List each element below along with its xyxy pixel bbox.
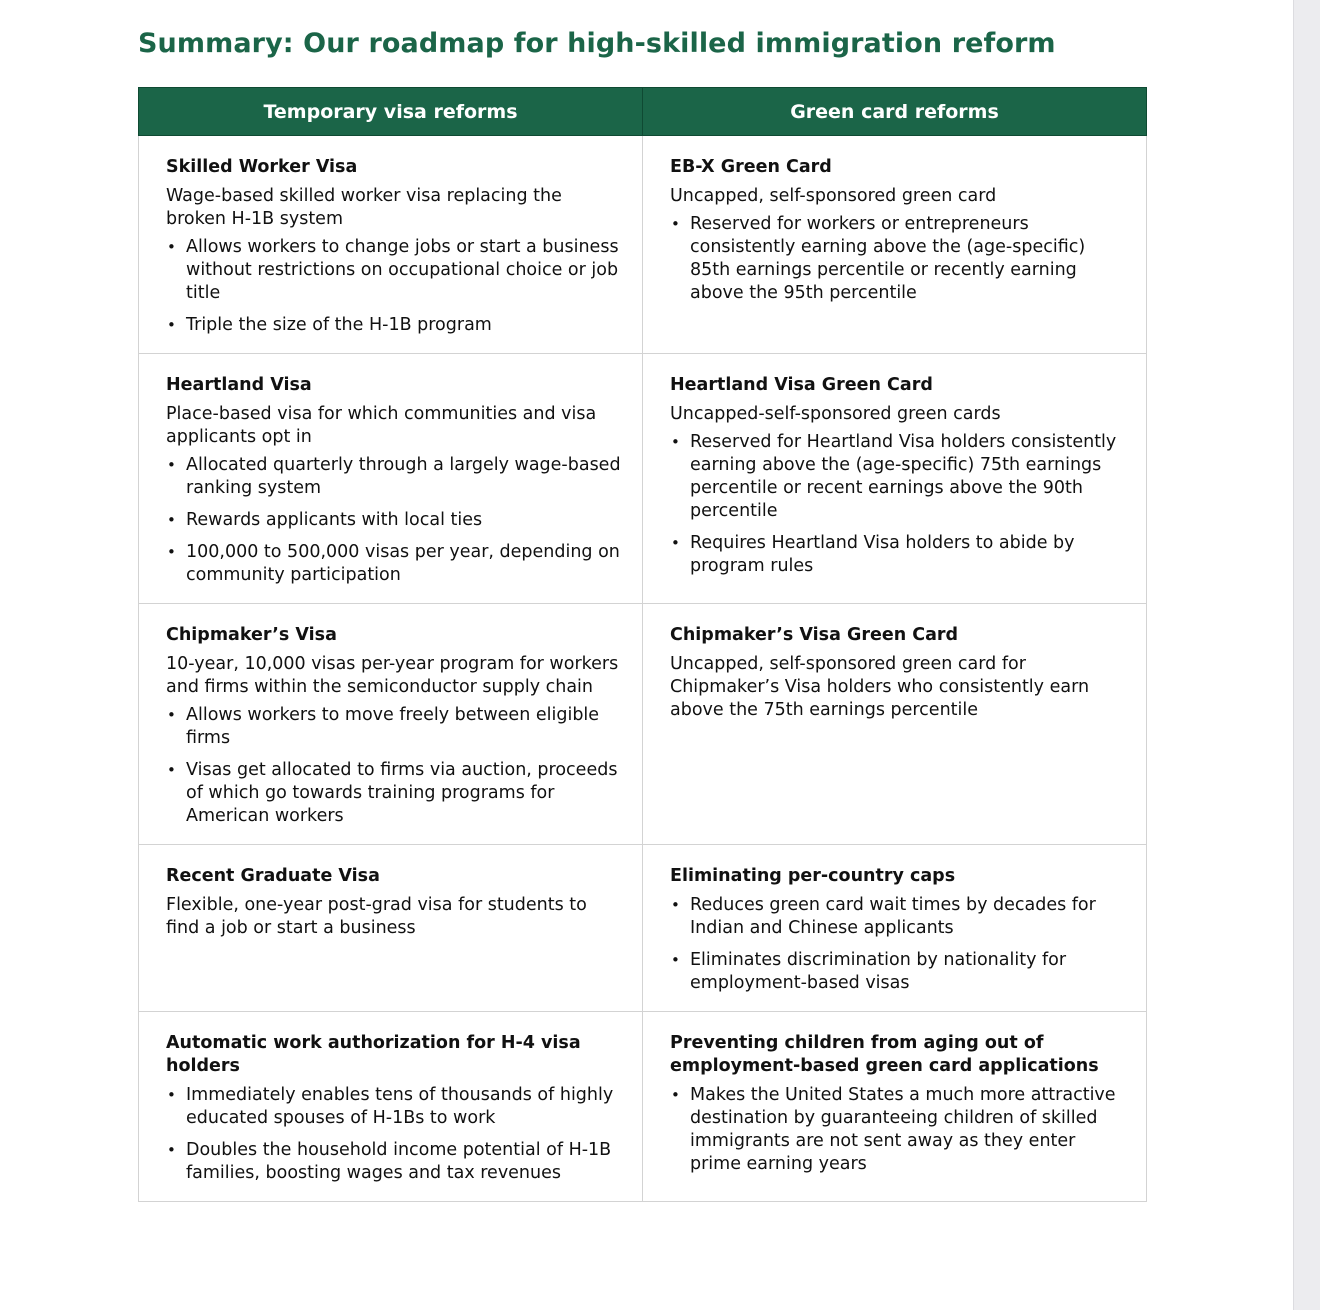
bullet-text: Immediately enables tens of thousands of highly educated spouses of H-1Bs to work <box>186 1085 614 1128</box>
bullet-dot-icon: • <box>671 215 680 233</box>
bullet-text: Reduces green card wait times by decades for Indian and Chinese applicants <box>690 895 1096 938</box>
list-item <box>166 1139 624 1185</box>
list-item <box>670 894 1128 940</box>
bullet-dot-icon: • <box>671 1086 680 1104</box>
reform-title: Skilled Worker Visa <box>166 157 358 177</box>
reform-description: Flexible, one-year post-grad visa for students to find a job or start a business <box>166 895 587 938</box>
reform-title: EB-X Green Card <box>670 157 832 177</box>
temporary-visa-cell <box>139 1012 643 1202</box>
green-card-cell <box>643 136 1147 354</box>
reform-title: Preventing children from aging out of employment-based green card applications <box>670 1033 1099 1076</box>
reform-description: Uncapped-self-sponsored green cards <box>670 404 1001 424</box>
page-edge-gutter <box>1293 0 1320 1310</box>
green-card-cell <box>643 845 1147 1012</box>
reform-title: Recent Graduate Visa <box>166 866 380 886</box>
bullet-dot-icon: • <box>167 543 176 561</box>
column-header-green-card: Green card reforms <box>643 88 1147 136</box>
list-item <box>670 431 1128 523</box>
bullet-dot-icon: • <box>167 456 176 474</box>
reform-description: Uncapped, self-sponsored green card <box>670 186 997 206</box>
table-row <box>139 1012 1147 1202</box>
bullet-dot-icon: • <box>167 238 176 256</box>
list-item <box>166 759 624 828</box>
bullet-dot-icon: • <box>671 896 680 914</box>
green-card-cell <box>643 354 1147 604</box>
reform-title: Automatic work authorization for H-4 visa holders <box>166 1033 581 1076</box>
reform-title: Heartland Visa <box>166 375 312 395</box>
reform-description: 10-year, 10,000 visas per-year program for workers and firms within the semiconductor supply chain <box>166 654 619 697</box>
bullet-text: Rewards applicants with local ties <box>186 510 483 530</box>
bullet-text: Requires Heartland Visa holders to abide by program rules <box>690 533 1075 576</box>
bullet-text: Allows workers to change jobs or start a business without restrictions on occupational choice or job title <box>186 237 619 303</box>
bullet-dot-icon: • <box>167 1086 176 1104</box>
table-header-row <box>139 88 1147 136</box>
bullet-text: Makes the United States a much more attractive destination by guaranteeing children of skilled immigrants are not sent away as they enter prime earning years <box>690 1085 1116 1174</box>
temporary-visa-cell <box>139 136 643 354</box>
bullet-dot-icon: • <box>167 706 176 724</box>
reform-bullet-list <box>670 213 1128 305</box>
list-item <box>166 314 624 337</box>
bullet-dot-icon: • <box>671 951 680 969</box>
bullet-text: Reserved for workers or entrepreneurs consistently earning above the (age-specific) 85th earnings percentile or recently earning above the 95th percentile <box>690 214 1086 303</box>
bullet-dot-icon: • <box>671 433 680 451</box>
list-item <box>166 1084 624 1130</box>
list-item <box>166 509 624 532</box>
bullet-text: Eliminates discrimination by nationality for employment-based visas <box>690 950 1067 993</box>
reform-description: Uncapped, self-sponsored green card for Chipmaker’s Visa holders who consistently earn above the 75th earnings percentile <box>670 654 1090 720</box>
green-card-cell <box>643 604 1147 845</box>
reform-bullet-list <box>166 454 624 587</box>
bullet-dot-icon: • <box>167 511 176 529</box>
reform-bullet-list <box>670 894 1128 995</box>
bullet-text: Allows workers to move freely between eligible firms <box>186 705 600 748</box>
reforms-table <box>138 87 1147 1202</box>
table-row <box>139 136 1147 354</box>
list-item <box>166 704 624 750</box>
bullet-text: Reserved for Heartland Visa holders consistently earning above the (age-specific) 75th earnings percentile or recent earnings above the 90th percentile <box>690 432 1117 521</box>
column-header-temporary: Temporary visa reforms <box>139 88 643 136</box>
reform-bullet-list <box>670 431 1128 578</box>
page-title: Summary: Our roadmap for high-skilled immigration reform <box>138 28 1056 59</box>
reform-title: Chipmaker’s Visa <box>166 625 337 645</box>
reform-bullet-list <box>166 1084 624 1185</box>
table-row <box>139 354 1147 604</box>
reform-description: Wage-based skilled worker visa replacing the broken H-1B system <box>166 186 562 229</box>
reform-title: Chipmaker’s Visa Green Card <box>670 625 959 645</box>
temporary-visa-cell <box>139 354 643 604</box>
bullet-text: 100,000 to 500,000 visas per year, depending on community participation <box>186 542 620 585</box>
list-item <box>166 541 624 587</box>
bullet-text: Doubles the household income potential of H-1B families, boosting wages and tax revenues <box>186 1140 612 1183</box>
temporary-visa-cell <box>139 604 643 845</box>
list-item <box>670 532 1128 578</box>
bullet-dot-icon: • <box>167 761 176 779</box>
table-row <box>139 845 1147 1012</box>
list-item <box>670 949 1128 995</box>
reform-description: Place-based visa for which communities and visa applicants opt in <box>166 404 597 447</box>
table-row <box>139 604 1147 845</box>
bullet-text: Visas get allocated to firms via auction, proceeds of which go towards training programs for American workers <box>186 760 618 826</box>
list-item <box>670 213 1128 305</box>
green-card-cell <box>643 1012 1147 1202</box>
bullet-text: Triple the size of the H-1B program <box>186 315 492 335</box>
list-item <box>166 454 624 500</box>
reform-bullet-list <box>166 236 624 337</box>
temporary-visa-cell <box>139 845 643 1012</box>
bullet-dot-icon: • <box>167 316 176 334</box>
bullet-dot-icon: • <box>167 1141 176 1159</box>
reform-bullet-list <box>166 704 624 828</box>
reform-title: Eliminating per-country caps <box>670 866 956 886</box>
bullet-text: Allocated quarterly through a largely wage-based ranking system <box>186 455 621 498</box>
list-item <box>670 1084 1128 1176</box>
list-item <box>166 236 624 305</box>
table-body <box>139 136 1147 1202</box>
bullet-dot-icon: • <box>671 534 680 552</box>
reform-title: Heartland Visa Green Card <box>670 375 933 395</box>
reform-bullet-list <box>670 1084 1128 1176</box>
